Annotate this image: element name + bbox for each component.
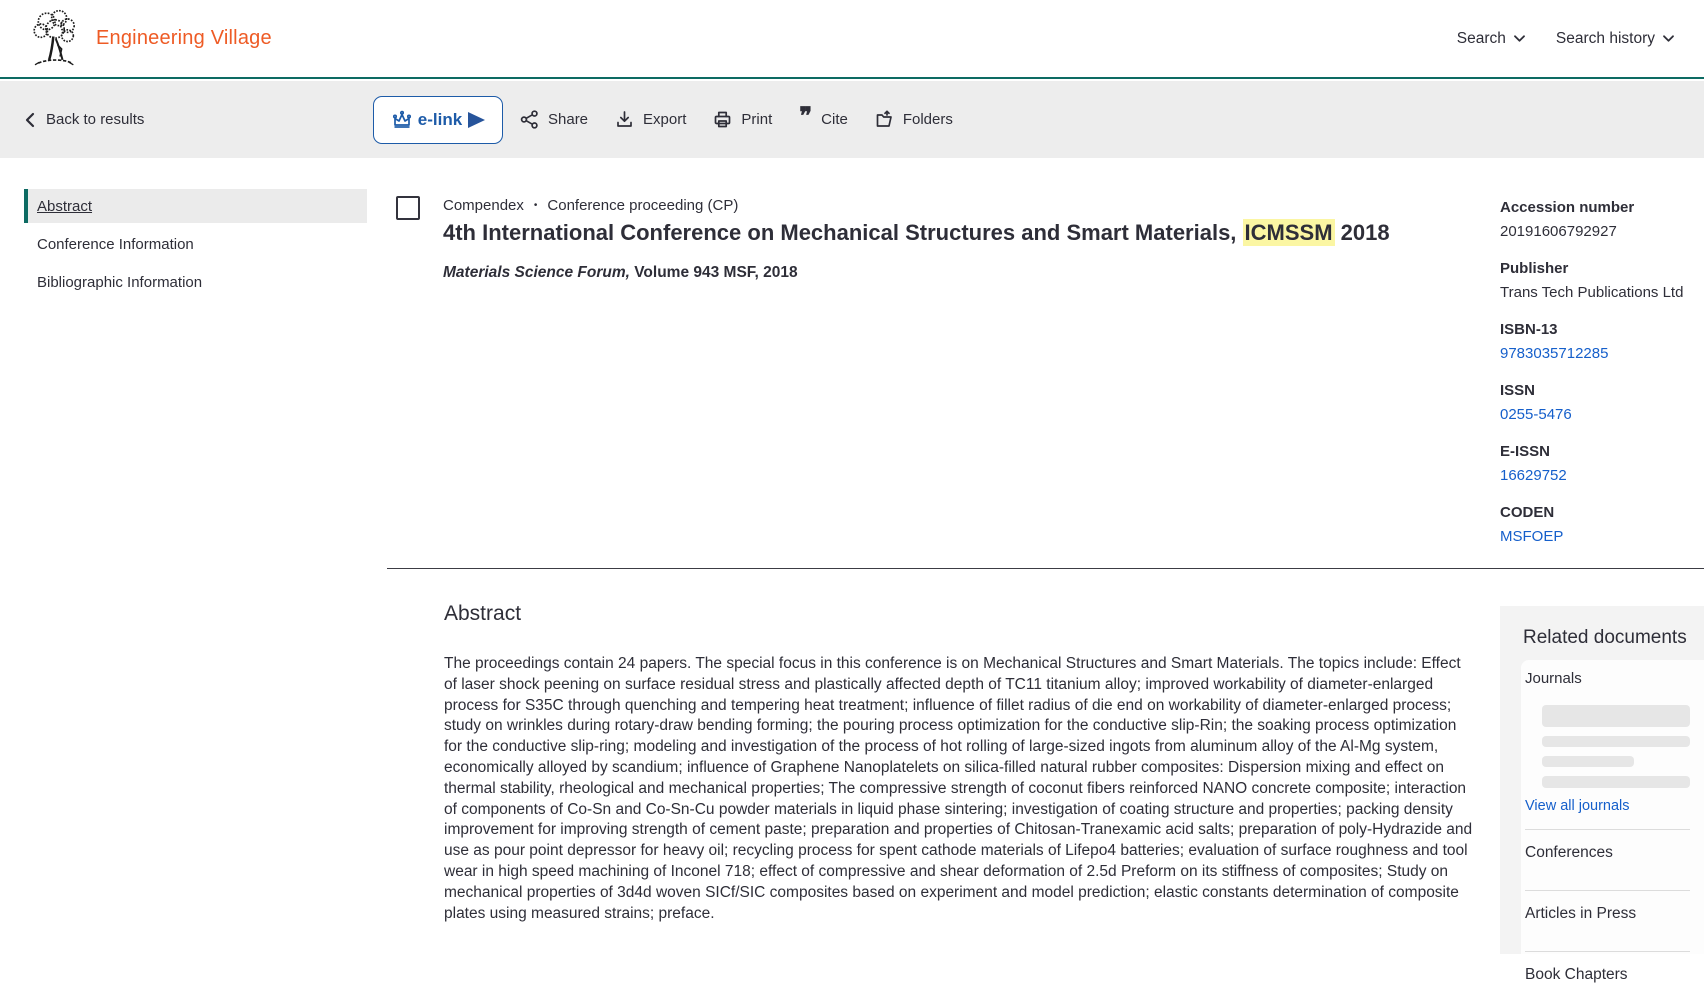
metadata-isbn13: ISBN-13 9783035712285: [1500, 320, 1700, 364]
app-header: [0, 0, 1704, 79]
source-title: Materials Science Forum, Volume 943 MSF, 2018: [443, 264, 798, 281]
related-documents-card: [1521, 660, 1704, 983]
metadata-publisher: Publisher Trans Tech Publications Ltd: [1500, 260, 1684, 301]
app-title: Engineering Village: [96, 27, 272, 49]
metadata-eissn: E-ISSN 16629752: [1500, 442, 1700, 486]
record-title: 4th International Conference on Mechanical Structures and Smart Materials, ICMSSM 2018: [443, 220, 1390, 245]
export-button[interactable]: Export: [615, 110, 686, 129]
record-meta-line: [443, 197, 738, 214]
toolbar-actions: [520, 81, 953, 158]
metadata-coden: CODEN MSFOEP: [1500, 503, 1700, 547]
share-button[interactable]: Share: [520, 110, 588, 129]
folders-icon: [875, 110, 894, 129]
sidebar-item-bibliographic-information[interactable]: Bibliographic Information: [37, 273, 203, 291]
nav-search[interactable]: Search: [1457, 30, 1526, 48]
coden-link[interactable]: MSFOEP: [1500, 528, 1564, 545]
skeleton-bar: [1542, 756, 1634, 767]
print-icon: [713, 110, 732, 129]
header-nav: [1457, 30, 1675, 48]
abstract-heading: Abstract: [444, 602, 522, 625]
cite-icon: ❞: [799, 102, 813, 130]
skeleton-bar: [1542, 736, 1690, 747]
metadata-accession-number: Accession number 20191606792927: [1500, 199, 1635, 240]
sidebar-item-abstract[interactable]: Abstract: [24, 189, 367, 223]
brand-link[interactable]: [30, 9, 272, 69]
related-book-chapters-section[interactable]: Book Chapters: [1525, 966, 1628, 983]
eissn-link[interactable]: 16629752: [1500, 467, 1567, 484]
arrow-right-icon: [466, 111, 486, 129]
folders-button[interactable]: Folders: [875, 110, 953, 129]
skeleton-bar: [1542, 705, 1690, 727]
export-icon: [615, 110, 634, 129]
elink-button[interactable]: [373, 96, 503, 144]
record-toolbar: [0, 81, 1704, 158]
record-metadata-panel: [1500, 198, 1700, 564]
related-journals-label: Journals: [1525, 670, 1582, 687]
chevron-down-icon: [1662, 34, 1675, 43]
isbn13-link[interactable]: 9783035712285: [1500, 345, 1609, 362]
crown-icon: [390, 110, 414, 130]
cite-button[interactable]: ❞ Cite: [799, 102, 848, 130]
issn-link[interactable]: 0255-5476: [1500, 406, 1572, 423]
related-conferences-section[interactable]: Conferences: [1525, 844, 1613, 861]
separator-dot: •: [533, 200, 538, 211]
doc-type-label: Conference proceeding (CP): [547, 197, 739, 214]
abstract-text: The proceedings contain 24 papers. The special focus in this conference is on Mechanical Structures and Smart Materials. The topics include: Effect of laser shock peening on surface residual stress and plastically affected depth of TC11 titanium alloy; improved workability of diameter-enlarged process for S35C through quenching and tempering heat treatment; influence of fillet radius of die end on workability of diameter-enlarged process; study on wrinkles during rotary-draw bending forming; the pouring process optimization for the conductive slip-Rin; the soaking process optimization for the conductive slip-ring; modeling and investigation of the process of hot rolling of large-sized ingots from aluminum alloy of the Al-Mg system, economically alloyed by scandium; influence of Graphene Nanoplatelets on silica-filled natural rubber composites: Dispersion mixing and effect on thermal stability, rheological and mechanical properties; The compressive strength of coconut fibers reinforced NANO concrete composite; interaction of components of Co-Sn and Co-Sn-Cu powder materials in liquid phase sintering; investigation of coating structure and properties; packing density improvement for improving strength of cement paste; preparation and properties of Chitosan-Tranexamic acid salts; preparation of poly-Hydrazide and use as pour point depressor for heavy oil; recycling process for spent cathode materials of Lifepo4 batteries; evaluation of surface roughness and tool wear in high speed machining of Inconel 718; effect of compressive and shear deformation of 2.5d Preform on its stiffness of composites; Study on mechanical properties of 3d4d woven SICf/SIC composites based on experiment and model prediction; elastic constants determination of composite plates using measured strains; preface.: [444, 655, 1473, 922]
elink-label: e-link: [417, 110, 463, 129]
skeleton-bar: [1542, 776, 1690, 788]
journals-loading-skeleton: [1542, 705, 1690, 788]
sidebar-item-conference-information[interactable]: Conference Information: [37, 235, 194, 253]
related-documents-panel: [1500, 606, 1704, 983]
record-checkbox[interactable]: [396, 196, 420, 220]
back-to-results-link[interactable]: Back to results: [24, 81, 144, 158]
share-icon: [520, 110, 539, 129]
chevron-left-icon: [24, 112, 36, 128]
nav-search-history[interactable]: Search history: [1556, 30, 1675, 48]
chevron-down-icon: [1513, 34, 1526, 43]
related-articles-in-press-section[interactable]: Articles in Press: [1525, 905, 1637, 922]
print-button[interactable]: Print: [713, 110, 772, 129]
database-label: Compendex: [443, 197, 524, 214]
metadata-issn: ISSN 0255-5476: [1500, 381, 1700, 425]
search-term-highlight: ICMSSM: [1244, 220, 1333, 245]
view-all-journals-link[interactable]: View all journals: [1525, 798, 1630, 814]
record-nav-sidebar: [24, 189, 367, 303]
elsevier-tree-logo: [30, 9, 80, 69]
related-documents-heading: Related documents: [1523, 627, 1687, 648]
section-divider: [387, 568, 1704, 569]
